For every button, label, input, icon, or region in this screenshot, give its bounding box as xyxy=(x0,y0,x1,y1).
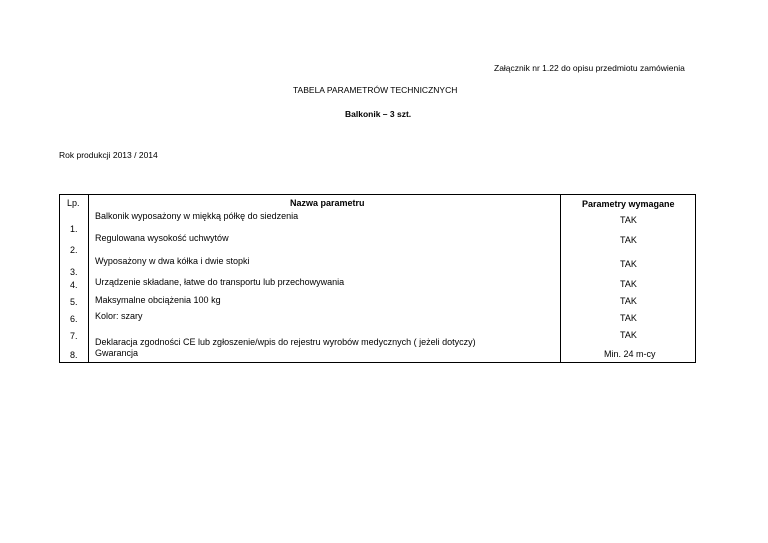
row-8-name: Gwarancja xyxy=(95,348,139,358)
row-3-name: Wyposażony w dwa kółka i dwie stopki xyxy=(95,256,250,266)
row-1-name: Balkonik wyposażony w miękką półkę do siedzenia xyxy=(95,211,299,221)
row-6-value: TAK xyxy=(620,313,637,323)
row-4-lp: 4. xyxy=(70,280,78,290)
table-border-right xyxy=(695,194,696,363)
row-5-lp: 5. xyxy=(70,297,78,307)
row-4-name: Urządzenie składane, łatwe do transportu lub przechowywania xyxy=(95,277,345,287)
document-subtitle: Balkonik – 3 szt. xyxy=(345,109,412,119)
row-5-value: TAK xyxy=(620,296,637,306)
row-8-value: Min. 24 m-cy xyxy=(604,349,656,359)
table-border-left xyxy=(59,194,60,363)
row-2-lp: 2. xyxy=(70,245,78,255)
document-title: TABELA PARAMETRÓW TECHNICZNYCH xyxy=(293,85,458,95)
column-header-lp: Lp. xyxy=(67,198,80,208)
attachment-note: Załącznik nr 1.22 do opisu przedmiotu zamówienia xyxy=(494,63,685,73)
row-4-value: TAK xyxy=(620,279,637,289)
production-year: Rok produkcji 2013 / 2014 xyxy=(59,150,158,160)
row-5-name: Maksymalne obciążenia 100 kg xyxy=(95,295,221,305)
row-7-value: TAK xyxy=(620,330,637,340)
column-header-required: Parametry wymagane xyxy=(582,199,675,209)
row-1-value: TAK xyxy=(620,215,637,225)
table-border-bottom xyxy=(59,362,696,363)
table-divider-lp xyxy=(88,194,89,363)
row-2-value: TAK xyxy=(620,235,637,245)
table-border-top xyxy=(59,194,696,195)
row-3-lp: 3. xyxy=(70,267,78,277)
row-3-value: TAK xyxy=(620,259,637,269)
row-6-name: Kolor: szary xyxy=(95,311,143,321)
parameters-table: Lp. Nazwa parametru Parametry wymagane 1. Balkonik wyposażony w miękką półkę do siedzenia TAK 2. Regulowana wysokość uchwytów TAK 3. Wyposażony w dwa kółka i dwie stopki TAK 4. Urządzenie składane, łatwe do transportu lub przechowywania TAK 5. Maksymalne obciążenia 100 kg TAK 6. Kolor: szary TAK 7. Deklaracja zgodności CE lub zgłoszenie/wpis do rejestru wyrobów medycznych ( jeżeli dotyczy) TAK 8. Gwarancja Min. 24 m-cy xyxy=(59,194,696,362)
row-8-lp: 8. xyxy=(70,350,78,360)
row-6-lp: 6. xyxy=(70,314,78,324)
row-2-name: Regulowana wysokość uchwytów xyxy=(95,233,229,243)
row-7-name: Deklaracja zgodności CE lub zgłoszenie/wpis do rejestru wyrobów medycznych ( jeżeli dotyczy) xyxy=(95,337,476,347)
row-1-lp: 1. xyxy=(70,224,78,234)
row-7-lp: 7. xyxy=(70,331,78,341)
table-divider-required xyxy=(560,194,561,363)
